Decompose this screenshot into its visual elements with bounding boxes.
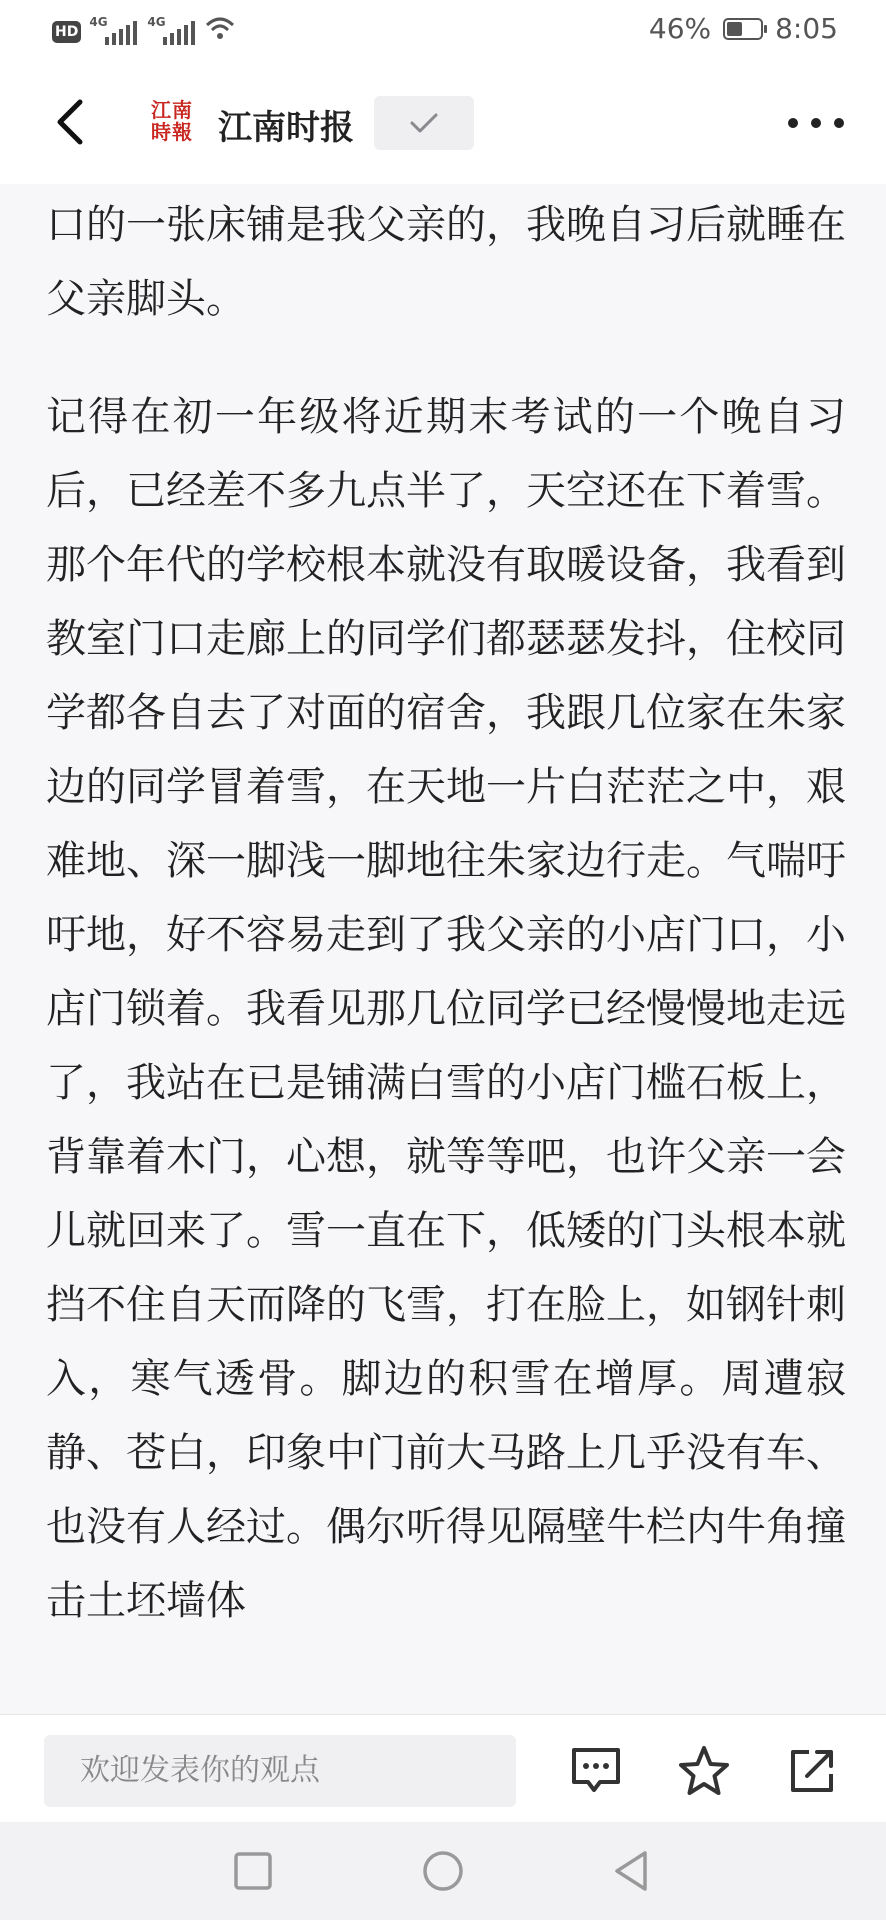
home-button[interactable] [418,1846,468,1896]
hd-icon: HD [52,21,81,43]
channel-logo[interactable] [138,92,198,154]
more-dots-icon [834,118,844,128]
share-button[interactable] [784,1743,840,1799]
nav-back-button[interactable] [606,1846,656,1896]
network-type-label: 4G [89,14,108,29]
signal-icon [89,14,139,45]
followed-button[interactable] [374,96,474,150]
home-icon [421,1849,465,1893]
battery-fill [727,22,742,36]
back-button[interactable] [40,92,100,152]
svg-text:時報: 時報 [151,119,193,144]
comment-button[interactable] [568,1743,624,1799]
more-dots-icon [788,118,798,128]
status-right [649,12,838,45]
recent-apps-button[interactable] [228,1846,278,1896]
article-paragraph: 记得在初一年级将近期末考试的一个晚自习后，已经差不多九点半了，天空还在下着雪。那个年代的学校根本就没有取暖设备，我看到教室门口走廊上的同学们都瑟瑟发抖，住校同学都各自去了对面的宿舍，我跟几位家在朱家边的同学冒着雪，在天地一片白茫茫之中，艰难地、深一脚浅一脚地往朱家边行走。气喘吁吁地，好不容易走到了我父亲的小店门口，小店门锁着。我看见那几位同学已经慢慢地走远了，我站在已是铺满白雪的小店门槛石板上，背靠着木门，心想，就等等吧，也许父亲一会儿就回来了。雪一直在下，低矮的门头根本就挡不住自天而降的飞雪，打在脸上，如钢针刺入，寒气透骨。脚边的积雪在增厚。周遭寂静、苍白，印象中门前大马路上几乎没有车、也没有人经过。偶尔听得见隔壁牛栏内牛角撞击土坯墙体 [46,394,846,1624]
signal-icon [147,14,197,45]
share-icon [787,1746,837,1796]
back-triangle-icon [611,1849,651,1893]
comment-bar [0,1714,886,1823]
favorite-button[interactable] [676,1743,732,1799]
status-left [52,16,235,47]
check-icon [409,111,439,135]
recent-apps-icon [233,1851,273,1891]
comment-icon [570,1746,622,1796]
star-icon [677,1745,731,1797]
channel-name[interactable]: 江南时报 [218,109,354,147]
logo-text [144,93,192,154]
more-dots-icon [811,118,821,128]
more-button[interactable] [788,108,844,138]
status-bar [0,0,886,62]
battery-icon [723,18,763,40]
comment-input[interactable]: 欢迎发表你的观点 [44,1735,516,1807]
article-body[interactable] [46,184,846,1714]
battery-percent: 46% [648,12,712,45]
wifi-icon [205,16,235,47]
network-type-label: 4G [147,14,166,29]
svg-text:江南: 江南 [151,97,193,122]
back-arrow-icon [52,98,88,146]
navigation-bar [0,1822,886,1920]
article-paragraph: 口的一张床铺是我父亲的，我晚自习后就睡在父亲脚头。 [46,202,846,322]
clock: 8:05 [775,12,838,45]
app-header [0,62,886,184]
